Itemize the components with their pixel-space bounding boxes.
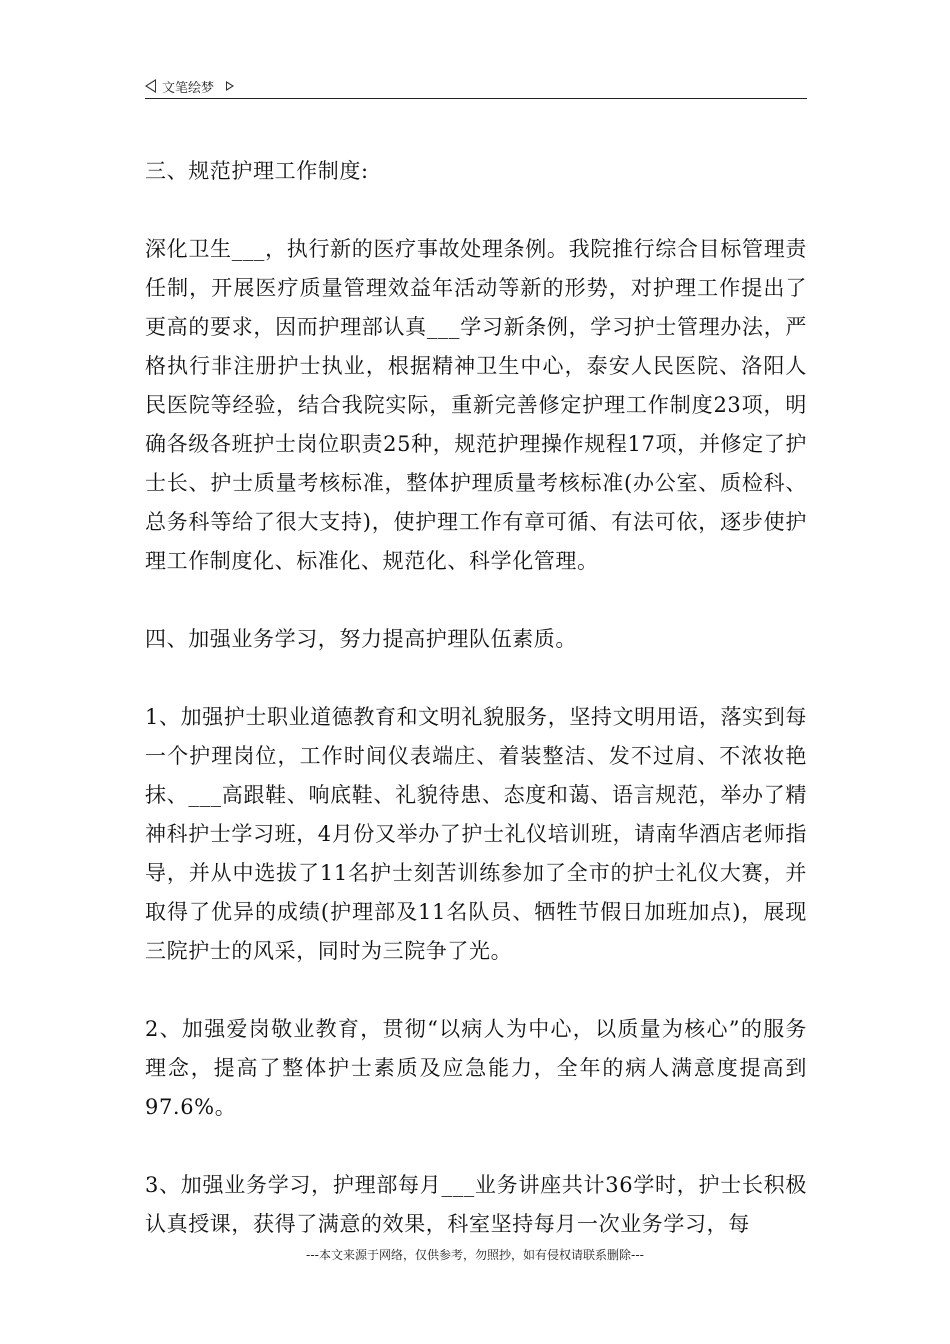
page-footer: ---本文来源于网络，仅供参考，勿照抄，如有侵权请联系删除--- <box>306 1248 644 1262</box>
section-heading-4: 四、加强业务学习，努力提高护理队伍素质。 <box>145 627 577 651</box>
document-body <box>145 152 807 1283</box>
paragraph: 3、加强业务学习，护理部每月___业务讲座共计36学时，护士长积极认真授课，获得了满意的效果，科室坚持每月一次业务学习，每 <box>145 1173 807 1236</box>
paragraph: 1、加强护士职业道德教育和文明礼貌服务，坚持文明用语，落实到每一个护理岗位，工作时间仪表端庄、着装整洁、发不过肩、不浓妆艳抹、___高跟鞋、响底鞋、礼貌待患、态度和蔼、语言规范，举办了精神科护士学习班，4月份又举办了护士礼仪培训班，请南华酒店老师指导，并从中选拔了11名护士刻苦训练参加了全市的护士礼仪大赛，并取得了优异的成绩(护理部及11名队员、牺牲节假日加班加点)，展现三院护士的风采，同时为三院争了光。 <box>145 705 807 963</box>
page-header <box>145 74 807 99</box>
triangle-right-icon <box>226 81 234 91</box>
paragraph: 2、加强爱岗敬业教育，贯彻“以病人为中心，以质量为核心”的服务理念，提高了整体护士素质及应急能力，全年的病人满意度提高到97.6%。 <box>145 1017 807 1119</box>
triangle-left-icon <box>145 79 156 93</box>
header-title: 文笔绘梦 <box>162 80 215 96</box>
paragraph: 深化卫生___，执行新的医疗事故处理条例。我院推行综合目标管理责任制，开展医疗质量管理效益年活动等新的形势，对护理工作提出了更高的要求，因而护理部认真___学习新条例，学习护士管理办法，严格执行非注册护士执业，根据精神卫生中心，泰安人民医院、洛阳人民医院等经验，结合我院实际，重新完善修定护理工作制度23项，明确各级各班护士岗位职责25种，规范护理操作规程17项，并修定了护士长、护士质量考核标准，整体护理质量考核标准(办公室、质检科、总务科等给了很大支持)，使护理工作有章可循、有法可依，逐步使护理工作制度化、标准化、规范化、科学化管理。 <box>145 237 807 573</box>
section-heading-3: 三、规范护理工作制度: <box>145 159 369 183</box>
